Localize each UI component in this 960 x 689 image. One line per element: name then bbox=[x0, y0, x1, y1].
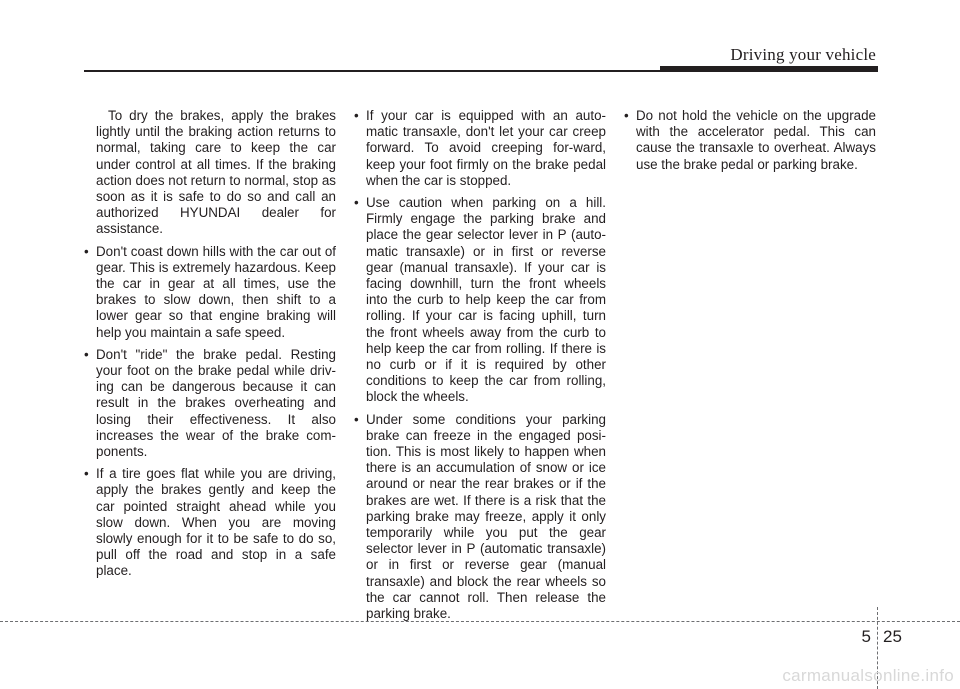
list-item-text: Use caution when parking on a hill. Firmly engage the parking brake and place the gear selector lever in P (auto-matic transaxle) or in first or reverse gear (manual transaxle). If your car is facing downhill, turn the front wheels into the curb to help keep the car from rolling. If your car is facing uphill, turn the front wheels away from the curb to help keep the car from rolling. If there is no curb or if it is required by other conditions to keep the car from rolling, block the wheels. bbox=[366, 195, 606, 405]
list-item bbox=[84, 244, 336, 341]
list-item bbox=[354, 412, 606, 623]
text-column-1 bbox=[84, 108, 336, 586]
page-number: 25 bbox=[883, 627, 902, 646]
bullet-icon: • bbox=[84, 346, 89, 362]
list-item-text: If your car is equipped with an auto-matic transaxle, don't let your car creep forward. To avoid creeping for-ward, keep your foot firmly on the brake pedal when the car is stopped. bbox=[366, 108, 606, 188]
chapter-number: 5 bbox=[861, 627, 871, 646]
footer-divider bbox=[0, 621, 960, 622]
watermark: carmanualsonline.info bbox=[782, 666, 954, 685]
list-item bbox=[354, 108, 606, 189]
continued-paragraph: To dry the brakes, apply the brakes lightly until the braking action returns to normal, taking care to keep the car under control at all times. If the braking action does not return to normal, stop as soon as it is safe to do so and call an authorized HYUNDAI dealer for assistance. bbox=[96, 108, 336, 237]
bullet-icon: • bbox=[84, 466, 89, 482]
list-item bbox=[624, 108, 876, 173]
list-item-text: Under some conditions your parking brake can freeze in the engaged posi-tion. This is most likely to happen when there is an accumulation of snow or ice around or near the rear brakes or if the brakes are wet. If there is a risk that the parking brake may freeze, apply it only temporarily while you put the gear selector lever in P (automatic transaxle) or in first or reverse gear (manual transaxle) and block the rear wheels so the car cannot roll. Then release the parking brake. bbox=[366, 411, 606, 622]
bullet-icon: • bbox=[84, 243, 89, 259]
list-item-text: Do not hold the vehicle on the upgrade with the accelerator pedal. This can cause the transaxle to overheat. Always use the brake pedal or parking brake. bbox=[636, 108, 876, 172]
list-item-text: Don't coast down hills with the car out of gear. This is extremely hazardous. Keep the car in gear at all times, use the brakes to slow down, then shift to a lower gear so that engine braking will help you maintain a safe speed. bbox=[96, 243, 336, 340]
text-column-3 bbox=[624, 108, 876, 179]
bullet-icon: • bbox=[354, 195, 359, 211]
bullet-icon: • bbox=[624, 108, 629, 123]
list-item bbox=[84, 466, 336, 579]
bullet-list bbox=[84, 244, 336, 580]
list-item bbox=[354, 195, 606, 406]
header-rule-accent bbox=[660, 66, 878, 72]
bullet-list bbox=[354, 108, 606, 622]
bullet-icon: • bbox=[354, 108, 359, 123]
list-item bbox=[84, 347, 336, 460]
bullet-list bbox=[624, 108, 876, 173]
list-item-text: Don't "ride" the brake pedal. Resting your foot on the brake pedal while driv-ing can be dangerous because it can result in the brakes overheating and losing their effectiveness. It also increases the wear of the brake com-ponents. bbox=[96, 346, 336, 460]
text-column-2 bbox=[354, 108, 606, 628]
list-item-text: If a tire goes flat while you are driving, apply the brakes gently and keep the car pointed straight ahead while you slow down. When you are moving slowly enough for it to be safe to do so, pull off the road and stop in a safe place. bbox=[96, 466, 336, 579]
bullet-icon: • bbox=[354, 411, 359, 427]
section-title: Driving your vehicle bbox=[730, 45, 876, 64]
